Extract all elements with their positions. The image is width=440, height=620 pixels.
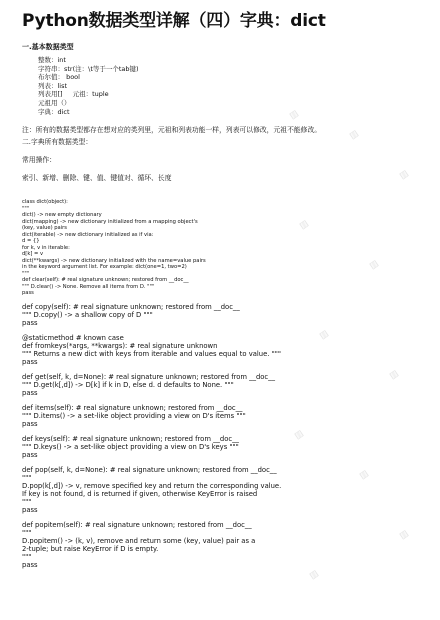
note-paragraph: 注：所有的数据类型都存在想对应的类列里，元祖和列表功能一样，列表可以修改，元祖不能修改。 bbox=[22, 126, 322, 135]
common-ops-list: 索引、新增、删除、键、值、键值对、循环、长度 bbox=[22, 174, 172, 183]
section-heading-dict-types: 二.字典所有数据类型： bbox=[22, 138, 93, 147]
type-item: 整数：int bbox=[38, 56, 66, 64]
code-block-class-dict: class dict(object): """ dict() -> new empty dictionary dict(mapping) -> new dictionary initialized from a mapping object's (key, value) pairs dict(iterable) -> new dictionary initialized as if via: d = {} for k, v in iterable: d[k] = v dict(**kwargs) -> new dictionary initialized with the name=value pairs in the keyword argument list. For example: dict(one=1, two=2) """ def clear(self): # real signature unknown; restored from __doc__ """ D.clear() -> None. Remove all items from D. """ pass bbox=[22, 199, 206, 297]
code-block-get: def get(self, k, d=None): # real signature unknown; restored from __doc__ """ D.get(k[,d]) -> D[k] if k in D, else d. d defaults to None. """ pass bbox=[22, 372, 275, 397]
code-block-copy: def copy(self): # real signature unknown; restored from __doc__ """ D.copy() -> a shallow copy of D """ pass bbox=[22, 302, 240, 327]
watermark-pattern: ▨ ▨ ▨ ▨ ▨ ▨ ▨ ▨ ▨ ▨ ▨ bbox=[287, 108, 411, 582]
section-heading-basic-types: 一.基本数据类型 bbox=[22, 43, 74, 51]
type-list bbox=[38, 56, 422, 116]
type-item: 字符串：str(注：\t等于一个tab键) bbox=[38, 64, 139, 73]
type-item: 布尔值： bool bbox=[38, 73, 80, 82]
code-block-fromkeys: @staticmethod # known case def fromkeys(*args, **kwargs): # real signature unknown """ Returns a new dict with keys from iterable and values equal to value. """ pass bbox=[22, 333, 281, 366]
type-item: 列表：list bbox=[38, 81, 68, 90]
page-title: Python数据类型详解（四）字典：dict bbox=[22, 11, 326, 31]
code-block-keys: def keys(self): # real signature unknown; restored from __doc__ """ D.keys() -> a set-like object providing a view on D's keys """ pass bbox=[22, 434, 239, 459]
code-block-popitem: def popitem(self): # real signature unknown; restored from __doc__ """ D.popitem() -> (k, v), remove and return some (key, value) pair as a 2-tuple; but raise KeyError if D is empty. """ pass bbox=[22, 520, 256, 569]
common-ops-label: 常用操作： bbox=[22, 156, 56, 165]
type-item: 字典：dict bbox=[38, 107, 70, 116]
document-page bbox=[22, 10, 422, 576]
code-block-pop: def pop(self, k, d=None): # real signature unknown; restored from __doc__ """ D.pop(k[,d]) -> v, remove specified key and return the corresponding value. If key is not found, d is returned if given, otherwise KeyError is raised """ pass bbox=[22, 465, 282, 514]
code-block-items: def items(self): # real signature unknown; restored from __doc__ """ D.items() -> a set-like object providing a view on D's items """ pass bbox=[22, 403, 246, 428]
type-item: 列表用[] 元祖：tuple bbox=[38, 90, 109, 99]
type-item: 元祖用（） bbox=[38, 98, 71, 107]
